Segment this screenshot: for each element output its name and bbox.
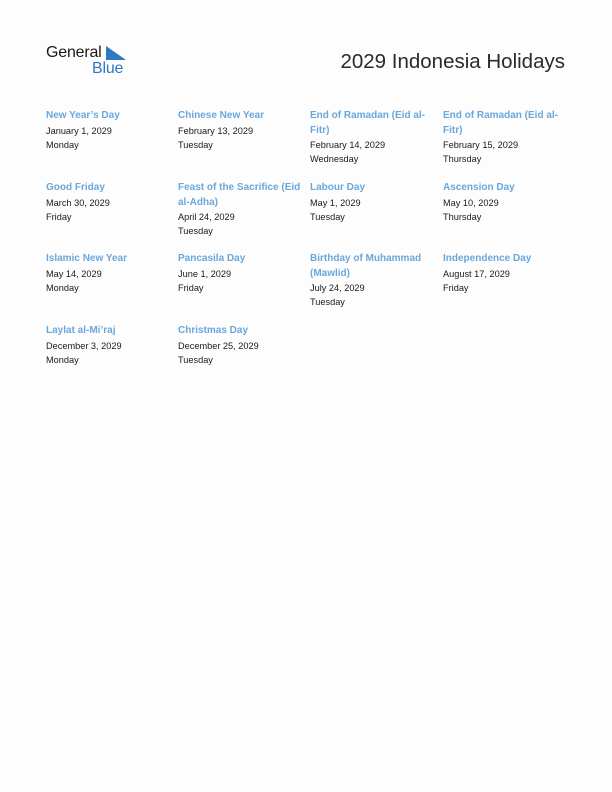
holiday-weekday: Monday bbox=[46, 354, 79, 365]
holiday-item bbox=[310, 109, 435, 166]
holiday-date: December 25, 2029 bbox=[178, 340, 259, 351]
holiday-item bbox=[46, 252, 171, 295]
holiday-name: End of Ramadan (Eid al-Fitr) bbox=[310, 110, 426, 136]
holiday-date: March 30, 2029 bbox=[46, 197, 110, 208]
holiday-name: End of Ramadan (Eid al-Fitr) bbox=[443, 110, 559, 136]
holiday-name: Pancasila Day bbox=[178, 253, 246, 264]
holiday-item bbox=[178, 324, 303, 367]
holiday-weekday: Tuesday bbox=[310, 297, 345, 307]
holiday-item bbox=[310, 181, 435, 224]
holiday-weekday: Tuesday bbox=[178, 139, 213, 150]
holiday-name: Laylat al-Mi’raj bbox=[46, 325, 116, 336]
holiday-weekday: Friday bbox=[178, 282, 204, 293]
holiday-date: May 14, 2029 bbox=[46, 268, 102, 279]
holiday-name: Feast of the Sacrifice (Eid al-Adha) bbox=[178, 182, 301, 208]
holiday-item bbox=[443, 252, 568, 295]
holiday-date: January 1, 2029 bbox=[46, 125, 112, 136]
brand-name-blue: Blue bbox=[92, 60, 124, 77]
holiday-name: Labour Day bbox=[310, 182, 366, 193]
holiday-item bbox=[178, 181, 303, 238]
holiday-date: February 14, 2029 bbox=[310, 140, 386, 150]
holiday-item bbox=[310, 252, 435, 309]
holiday-date: May 10, 2029 bbox=[443, 197, 499, 208]
holiday-item bbox=[46, 109, 171, 152]
holiday-date: May 1, 2029 bbox=[310, 197, 361, 208]
holiday-weekday: Tuesday bbox=[178, 354, 213, 365]
holiday-name: New Year’s Day bbox=[46, 110, 120, 121]
holiday-item bbox=[178, 252, 303, 295]
holiday-name: Birthday of Muhammad (Mawlid) bbox=[310, 253, 422, 279]
holiday-date: April 24, 2029 bbox=[178, 212, 235, 222]
holiday-name: Islamic New Year bbox=[46, 253, 127, 264]
holiday-weekday: Tuesday bbox=[178, 226, 213, 236]
holiday-name: Christmas Day bbox=[178, 325, 249, 336]
holiday-item bbox=[443, 181, 568, 224]
holiday-item bbox=[178, 109, 303, 152]
holiday-weekday: Monday bbox=[46, 282, 79, 293]
holiday-weekday: Thursday bbox=[443, 211, 482, 222]
holiday-date: December 3, 2029 bbox=[46, 340, 122, 351]
brand-name-general: General bbox=[46, 44, 102, 61]
page-title: 2029 Indonesia Holidays bbox=[340, 50, 565, 73]
holiday-item bbox=[46, 324, 171, 367]
holiday-weekday: Wednesday bbox=[310, 154, 359, 164]
brand-logo bbox=[46, 44, 136, 80]
holiday-name: Good Friday bbox=[46, 182, 105, 193]
holiday-weekday: Monday bbox=[46, 139, 79, 150]
holiday-weekday: Thursday bbox=[443, 154, 482, 164]
holiday-date: February 15, 2029 bbox=[443, 140, 519, 150]
holiday-date: February 13, 2029 bbox=[178, 125, 254, 136]
holiday-date: August 17, 2029 bbox=[443, 268, 510, 279]
holiday-item bbox=[443, 109, 568, 166]
holiday-name: Independence Day bbox=[443, 253, 532, 264]
holiday-date: June 1, 2029 bbox=[178, 268, 232, 279]
holiday-item bbox=[46, 181, 171, 224]
holiday-name: Ascension Day bbox=[443, 182, 515, 193]
holiday-weekday: Tuesday bbox=[310, 211, 345, 222]
holiday-date: July 24, 2029 bbox=[310, 283, 365, 293]
holiday-weekday: Friday bbox=[443, 282, 469, 293]
holiday-weekday: Friday bbox=[46, 211, 72, 222]
holiday-name: Chinese New Year bbox=[178, 110, 264, 121]
